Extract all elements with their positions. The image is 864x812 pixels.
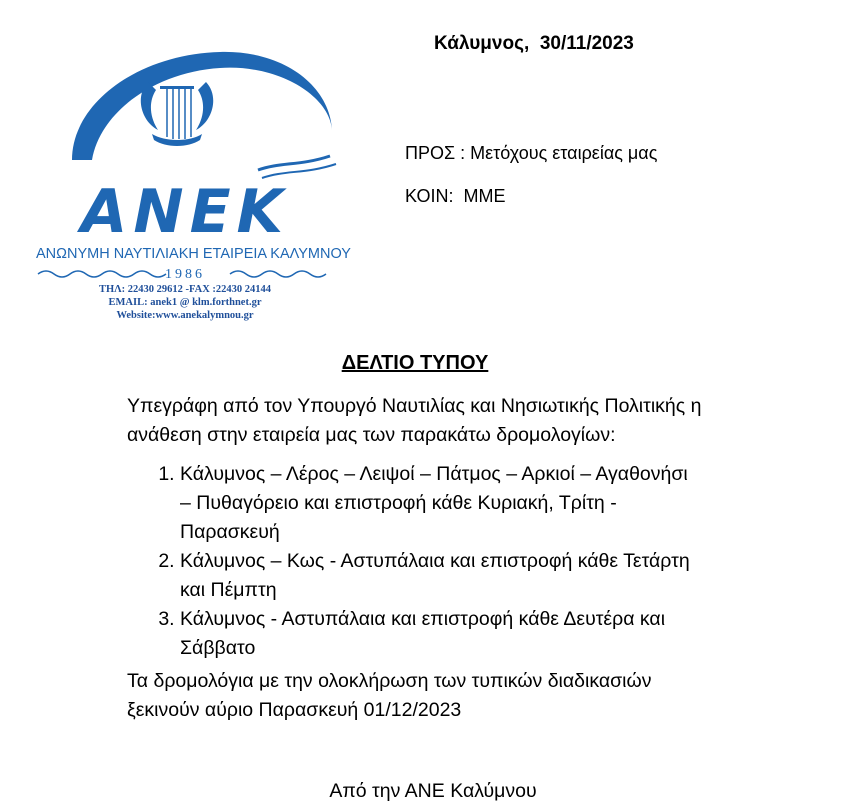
logo-website: Website:www.anekalymnou.gr bbox=[116, 310, 254, 321]
route-line: – Πυθαγόρειο και επιστροφή κάθε Κυριακή, Τρίτη - bbox=[180, 492, 617, 514]
intro-paragraph bbox=[127, 392, 701, 450]
logo-company-name: ΑΝΩΝΥΜΗ ΝΑΥΤΙΛΙΑΚΗ ΕΤΑΙΡΕΙΑ ΚΑΛΥΜΝΟΥ bbox=[36, 246, 351, 262]
route-line: Σάββατο bbox=[180, 637, 256, 659]
route-line: Κάλυμνος – Λέρος – Λειψοί – Πάτμος – Αρκιοί – Αγαθονήσι bbox=[180, 463, 688, 485]
company-logo bbox=[30, 42, 351, 321]
route-line: Παρασκευή bbox=[180, 521, 280, 543]
route-line: Κάλυμνος - Αστυπάλαια και επιστροφή κάθε Δευτέρα και bbox=[180, 608, 666, 630]
intro-line: Υπεγράφη από τον Υπουργό Ναυτιλίας και Νησιωτικής Πολιτικής η bbox=[127, 395, 702, 417]
logo-phone: ΤΗΛ: 22430 29612 -FAX :22430 24144 bbox=[98, 284, 272, 295]
routes-list bbox=[150, 460, 770, 663]
document-date: Κάλυμνος, 30/11/2023 bbox=[434, 33, 634, 54]
closing-line: ξεκινούν αύριο Παρασκευή 01/12/2023 bbox=[127, 699, 462, 721]
page-title: ΔΕΛΤΙΟ ΤΥΠΟΥ bbox=[341, 352, 489, 374]
recipient-to: ΠΡΟΣ : Μετόχους εταιρείας μας bbox=[405, 143, 658, 163]
closing-line: Τα δρομολόγια με την ολοκλήρωση των τυπικών διαδικασιών bbox=[127, 670, 652, 692]
list-item bbox=[180, 605, 770, 663]
closing-paragraph bbox=[127, 667, 651, 725]
route-line: και Πέμπτη bbox=[180, 579, 277, 601]
logo-email: EMAIL: anek1 @ klm.forthnet.gr bbox=[108, 297, 262, 308]
list-item bbox=[180, 547, 770, 605]
list-item bbox=[180, 460, 770, 547]
intro-line: ανάθεση στην εταιρεία μας των παρακάτω δρομολογίων: bbox=[127, 424, 616, 446]
route-line: Κάλυμνος – Κως - Αστυπάλαια και επιστροφή κάθε Τετάρτη bbox=[180, 550, 690, 572]
logo-year: 1986 bbox=[165, 267, 205, 282]
recipient-cc: ΚΟΙΝ: ΜΜΕ bbox=[405, 186, 506, 206]
logo-brand: ΑΝΕΚ bbox=[80, 177, 290, 247]
signature: Από την ΑΝΕ Καλύμνου bbox=[329, 780, 537, 802]
